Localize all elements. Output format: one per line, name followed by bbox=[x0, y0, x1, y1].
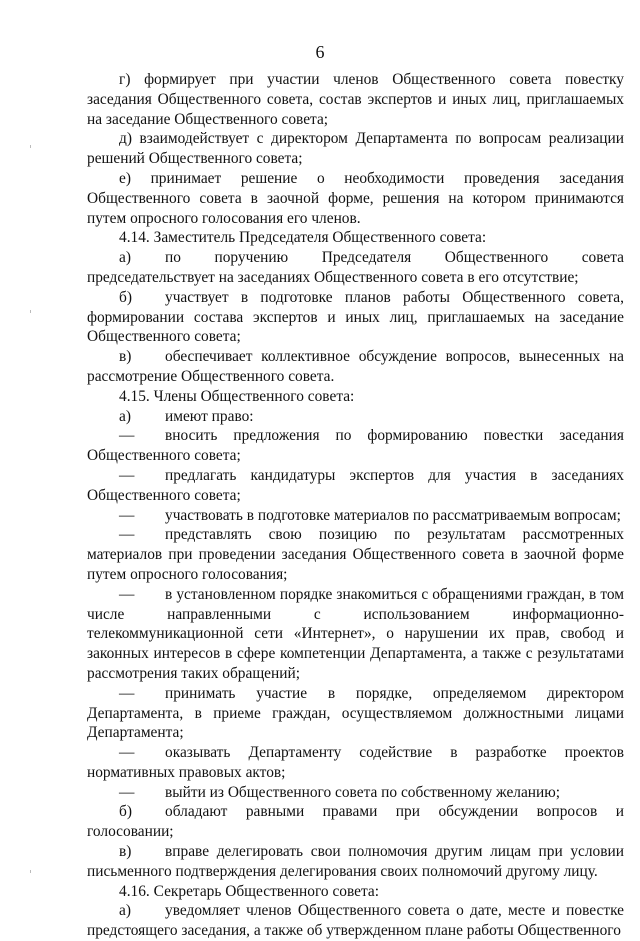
item-marker: в) bbox=[119, 348, 132, 366]
list-item bbox=[87, 288, 624, 347]
item-text: обеспечивает коллективное обсуждение вопросов, вынесенных на рассмотрение Общественного совета. bbox=[87, 348, 624, 385]
list-item bbox=[87, 347, 624, 387]
margin-mark bbox=[30, 870, 31, 873]
list-item bbox=[87, 684, 624, 743]
paragraph-g: г) формирует при участии членов Общественного совета повестку заседания Общественного совета, состав экспертов и иных лиц, приглашаемых на заседание Общественного совета; bbox=[87, 71, 624, 128]
list-item bbox=[87, 525, 624, 584]
item-text: в установленном порядке знакомиться с обращениями граждан, в том числе направленными с использованием информационно-телекоммуникационной сети «Интернет», о нарушении их прав, свобод и законных интересов в сфере компетенции Департамента, а также с результатами рассмотрения таких обращений; bbox=[87, 585, 624, 682]
item-marker: а) bbox=[119, 249, 131, 267]
dash-marker: — bbox=[119, 783, 135, 801]
section-heading-4-16: 4.16. Секретарь Общественного совета: bbox=[119, 882, 379, 900]
list-item bbox=[87, 506, 624, 526]
list-item bbox=[87, 802, 624, 842]
item-text: оказывать Департаменту содействие в разработке проектов нормативных правовых актов; bbox=[87, 744, 624, 781]
document-body bbox=[87, 70, 624, 941]
dash-marker: — bbox=[119, 427, 135, 445]
item-text: участвовать в подготовке материалов по рассматриваемым вопросам; bbox=[165, 506, 621, 524]
item-text: по поручению Председателя Общественного совета председательствует на заседаниях Общественного совета в его отсутствие; bbox=[87, 249, 624, 286]
paragraph-e: е) принимает решение о необходимости проведения заседания Общественного совета в заочной форме, решения на котором принимаются путем опросного голосования его членов. bbox=[87, 169, 624, 227]
item-marker: б) bbox=[119, 288, 132, 306]
margin-mark bbox=[30, 145, 31, 148]
dash-marker: — bbox=[119, 585, 135, 603]
dash-marker: — bbox=[119, 466, 135, 484]
section-heading-4-14: 4.14. Заместитель Председателя Общественного совета: bbox=[119, 229, 487, 247]
item-text: вправе делегировать свои полномочия другим лицам при условии письменного подтверждения делегирования своих полномочий другому лицу. bbox=[87, 843, 624, 880]
item-text: предлагать кандидатуры экспертов для участия в заседаниях Общественного совета; bbox=[87, 466, 624, 504]
list-item bbox=[87, 783, 624, 803]
item-text: выйти из Общественного совета по собственному желанию; bbox=[165, 783, 561, 801]
list-item bbox=[87, 743, 624, 783]
list-item bbox=[87, 426, 624, 466]
paragraph-d: д) взаимодействует с директором Департамента по вопросам реализации решений Общественного совета; bbox=[87, 130, 624, 168]
margin-mark bbox=[30, 310, 31, 313]
page-number: 6 bbox=[315, 42, 325, 62]
list-item bbox=[87, 466, 624, 506]
dash-marker: — bbox=[119, 526, 135, 544]
section-heading-4-15: 4.15. Члены Общественного совета: bbox=[119, 387, 355, 405]
list-item bbox=[87, 248, 624, 288]
dash-marker: — bbox=[119, 506, 135, 524]
dash-marker: — bbox=[119, 684, 135, 702]
list-item bbox=[87, 901, 624, 941]
item-text: обладают равными правами при обсуждении вопросов и голосовании; bbox=[87, 803, 624, 841]
item-text: уведомляет членов Общественного совета о дате, месте и повестке предстоящего заседания, а также об утвержденном плане работы Общественного bbox=[87, 902, 624, 940]
item-text: участвует в подготовке планов работы Общественного совета, формировании состава экспертов и иных лиц, приглашаемых на заседание Общественного совета; bbox=[87, 288, 624, 346]
dash-marker: — bbox=[119, 744, 135, 762]
item-text: принимать участие в порядке, определяемом директором Департамента, в приеме граждан, осуществляемом должностными лицами Департамента; bbox=[87, 684, 624, 742]
item-text: имеют право: bbox=[165, 407, 254, 425]
item-marker: а) bbox=[119, 902, 131, 920]
item-text: представлять свою позицию по результатам рассмотренных материалов при проведении заседания Общественного совета в заочной форме путем опросного голосования; bbox=[87, 526, 624, 583]
list-item bbox=[87, 585, 624, 684]
item-marker: б) bbox=[119, 803, 132, 821]
list-item bbox=[87, 842, 624, 882]
item-marker: в) bbox=[119, 843, 132, 861]
list-item bbox=[87, 407, 624, 427]
item-marker: а) bbox=[119, 407, 131, 425]
item-text: вносить предложения по формированию повестки заседания Общественного совета; bbox=[87, 427, 624, 465]
